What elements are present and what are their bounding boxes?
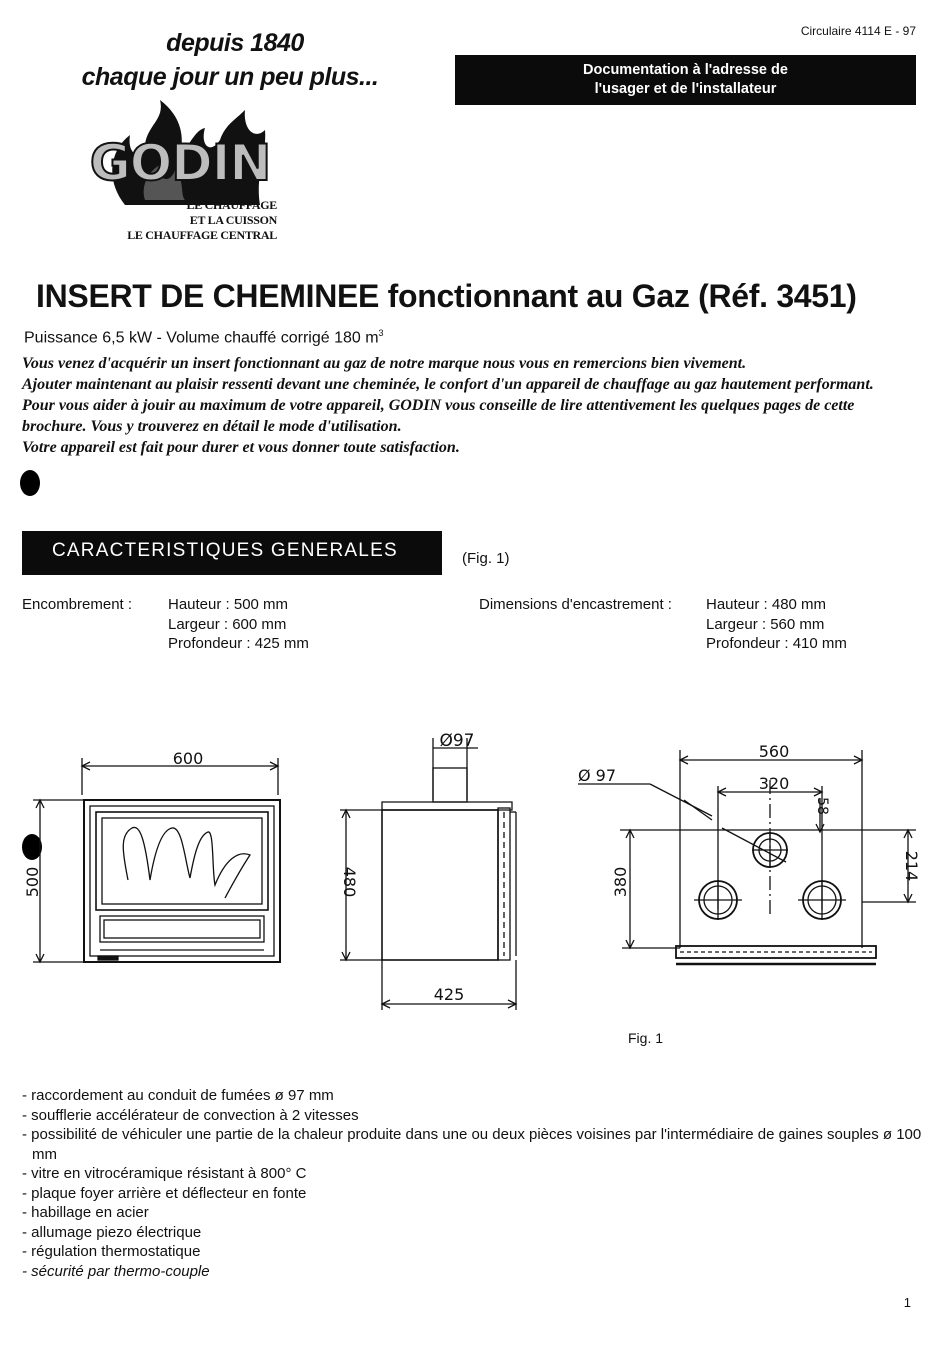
- encastrement-label: Dimensions d'encastrement :: [479, 596, 672, 613]
- list-item: - raccordement au conduit de fumées ø 97 mm: [22, 1087, 334, 1104]
- brand-text: GODIN: [89, 136, 271, 188]
- slogan-line-1: depuis 1840: [166, 29, 304, 57]
- front-height-label: 500: [23, 866, 42, 898]
- encastrement-values: [706, 595, 847, 654]
- slogan: [40, 26, 420, 94]
- logo-caption: [95, 198, 277, 243]
- list-item: - habillage en acier: [22, 1204, 149, 1221]
- doc-line-2: l'usager et de l'installateur: [594, 81, 777, 97]
- top-spacing-label: 320: [758, 774, 790, 793]
- top-depth-label: 214: [902, 850, 921, 882]
- top-diameter-label: Ø 97: [578, 766, 617, 785]
- doc-line-1: Documentation à l'adresse de: [583, 62, 788, 78]
- brand-wordmark: [85, 136, 275, 188]
- circulaire-reference: Circulaire 4114 E - 97: [800, 24, 916, 38]
- encombrement-width: Largeur : 600 mm: [168, 615, 287, 633]
- top-height-label: 380: [611, 866, 630, 898]
- encastrement-width: Largeur : 560 mm: [706, 615, 825, 633]
- intro-paragraph: Votre appareil est fait pour durer et vous donner toute satisfaction.: [22, 439, 460, 456]
- top-width-label: 560: [758, 742, 790, 761]
- intro-text: [22, 353, 922, 458]
- section-heading: CARACTERISTIQUES GENERALES: [22, 531, 442, 575]
- documentation-banner: [455, 55, 916, 105]
- encombrement-depth: Profondeur : 425 mm: [168, 635, 309, 652]
- list-item: - régulation thermostatique: [22, 1243, 201, 1260]
- list-item: - allumage piezo électrique: [22, 1223, 202, 1241]
- intro-paragraph: Ajouter maintenant au plaisir ressenti devant une cheminée, le confort d'un appareil de chauffage au gaz hautement performant.: [22, 376, 874, 393]
- power-text: Puissance 6,5 kW - Volume chauffé corrigé 180 m: [24, 329, 379, 347]
- encastrement-depth: Profondeur : 410 mm: [706, 635, 847, 652]
- intro-paragraph: Vous venez d'acquérir un insert fonctionnant au gaz de notre marque nous vous en remercions bien vivement.: [22, 355, 747, 372]
- side-diameter-label: Ø97: [439, 731, 475, 751]
- list-item: - plaque foyer arrière et déflecteur en fonte: [22, 1184, 307, 1202]
- encombrement-label: Encombrement :: [22, 596, 133, 613]
- top-offset-label: 58: [814, 797, 830, 815]
- side-height-label: 480: [340, 866, 359, 898]
- feature-list: [22, 1086, 922, 1281]
- list-item: - soufflerie accélérateur de convection à 2 vitesses: [22, 1106, 359, 1124]
- front-width-label: 600: [172, 749, 204, 768]
- power-superscript: 3: [378, 328, 384, 338]
- logo-caption-line-2: ET LA CUISSON: [189, 213, 277, 227]
- list-item: - vitre en vitrocéramique résistant à 800° C: [22, 1165, 307, 1182]
- godin-logo: [85, 100, 285, 250]
- power-spec: [24, 328, 384, 347]
- encombrement-height: Hauteur : 500 mm: [168, 596, 289, 613]
- encastrement-height: Hauteur : 480 mm: [706, 596, 827, 613]
- fig-reference: (Fig. 1): [462, 550, 510, 567]
- logo-caption-line-3: LE CHAUFFAGE CENTRAL: [127, 228, 277, 242]
- punch-hole-icon: [20, 470, 40, 496]
- list-item: - possibilité de véhiculer une partie de la chaleur produite dans une ou deux pièces voisines par l'intermédiaire de gaines souples ø 100 mm: [22, 1126, 922, 1163]
- slogan-line-2: chaque jour un peu plus...: [81, 63, 379, 91]
- technical-drawing: [0, 720, 950, 1020]
- side-depth-label: 425: [433, 985, 465, 1004]
- intro-paragraph: Pour vous aider à jouir au maximum de votre appareil, GODIN vous conseille de lire attentivement les quelques pages de cette brochure. Vous y trouverez en détail le mode d'utilisation.: [22, 397, 855, 435]
- figure-caption: Fig. 1: [628, 1030, 664, 1046]
- document-title: INSERT DE CHEMINEE fonctionnant au Gaz (Réf. 3451): [36, 278, 857, 314]
- list-item: - sécurité par thermo-couple: [22, 1262, 210, 1280]
- encombrement-values: [168, 595, 309, 654]
- page-number: 1: [903, 1295, 911, 1310]
- logo-caption-line-1: LE CHAUFFAGE: [186, 198, 277, 212]
